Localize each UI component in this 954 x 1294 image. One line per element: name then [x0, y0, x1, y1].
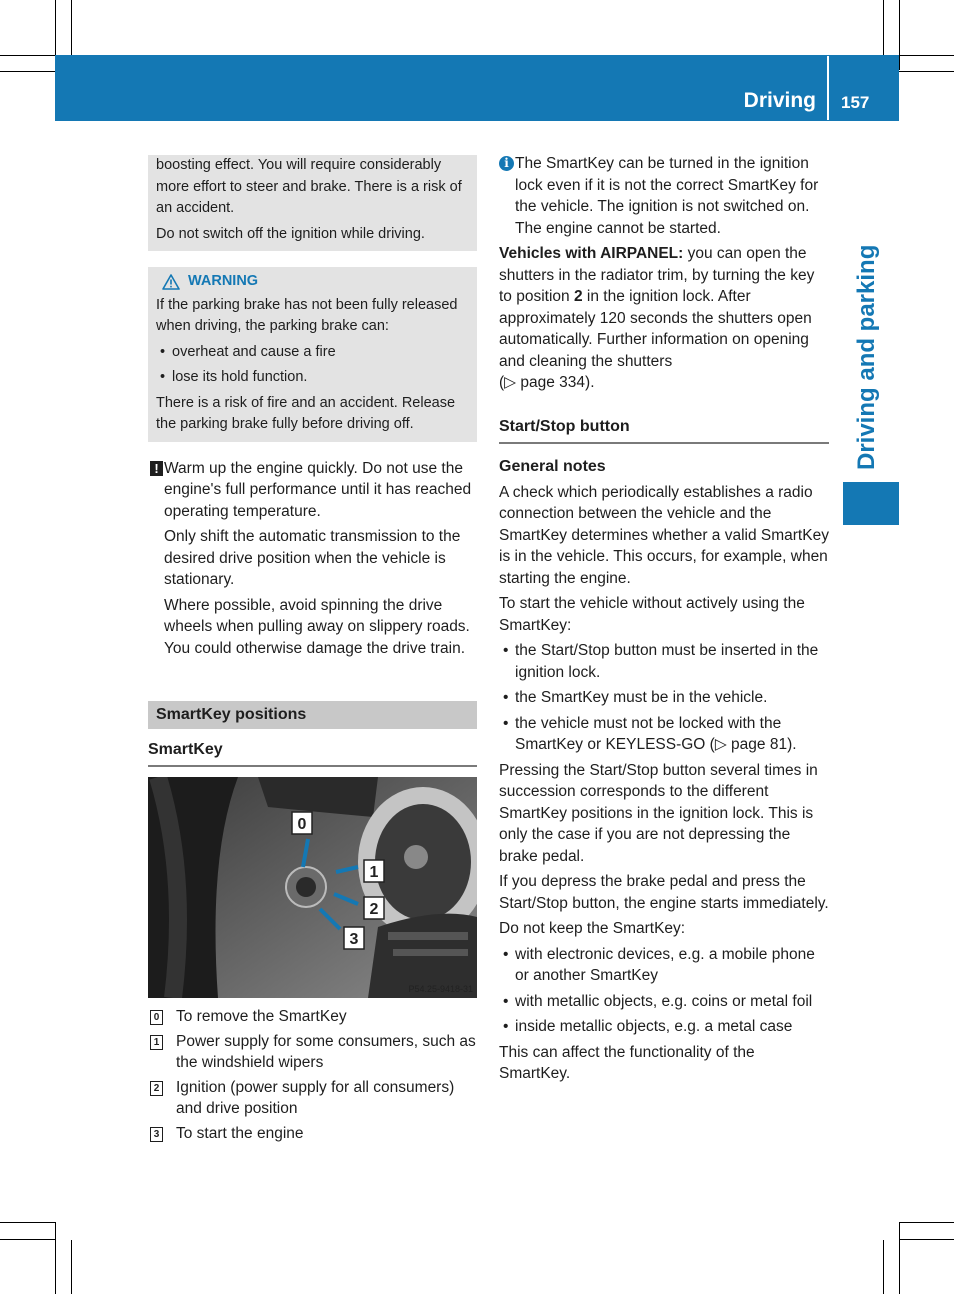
- image-code: P54.25-9418-31: [408, 984, 473, 994]
- paragraph: This can affect the functionality of the SmartKey.: [499, 1043, 755, 1082]
- paragraph: Only shift the automatic transmission to the desired drive position when the vehicle is stationary.: [164, 528, 461, 588]
- crop-mark: [899, 55, 954, 56]
- storage-warning-list: [499, 944, 829, 1038]
- list-item: • with electronic devices, e.g. a mobile phone or another SmartKey: [499, 944, 829, 987]
- paragraph: boosting effect. You will require considerably more effort to steer and brake. There is a risk of an accident.: [156, 157, 462, 216]
- left-column: [148, 155, 477, 1147]
- callout-1: 1: [369, 864, 379, 881]
- legend-text: Ignition (power supply for all consumers) and drive position: [176, 1078, 455, 1117]
- crop-mark: [0, 55, 55, 56]
- right-column: [499, 153, 829, 1089]
- requirements-list: [499, 640, 829, 756]
- legend-item: [148, 1031, 477, 1074]
- list-item: • inside metallic objects, e.g. a metal case: [499, 1016, 829, 1038]
- info-note: [499, 153, 829, 239]
- crop-mark: [899, 1222, 954, 1223]
- warning-box: [148, 267, 477, 442]
- smartkey-ignition-photo: [148, 777, 477, 998]
- paragraph: There is a risk of fire and an accident. Release the parking brake fully before driving off.: [156, 394, 456, 432]
- paragraph: To start the vehicle without actively using the SmartKey:: [499, 595, 805, 634]
- crop-mark: [899, 1222, 900, 1294]
- callout-3: 3: [349, 931, 359, 948]
- crop-mark: [55, 1222, 56, 1294]
- crop-mark: [883, 0, 884, 55]
- section-heading: SmartKey positions: [148, 701, 477, 729]
- crop-mark: [0, 71, 55, 72]
- legend-key: 3: [150, 1127, 163, 1142]
- legend-key: 2: [150, 1081, 163, 1096]
- legend-text: To remove the SmartKey: [176, 1008, 347, 1025]
- crop-mark: [899, 1239, 954, 1240]
- warning-heading: [156, 271, 469, 293]
- legend-item: [148, 1123, 477, 1145]
- warning-triangle-icon: [162, 274, 180, 290]
- photo-legend: [148, 1006, 477, 1144]
- crop-mark: [899, 0, 900, 70]
- paragraph: A check which periodically establishes a radio connection between the vehicle and the SmartKey determines whether a valid SmartKey is in the vehicle. This occurs, for example, when starting the engine.: [499, 483, 829, 587]
- page-reference-link[interactable]: (▷ page 334).: [499, 374, 595, 391]
- list-item: • the Start/Stop button must be inserted in the ignition lock.: [499, 640, 829, 683]
- header-divider: [827, 56, 829, 120]
- exclamation-icon: !: [150, 461, 163, 476]
- callout-2: 2: [369, 901, 379, 918]
- paragraph: The SmartKey can be turned in the ignition lock even if it is not the correct SmartKey for the vehicle. The ignition is not switched on. The engine cannot be started.: [515, 155, 819, 237]
- airpanel-text-b: in the ignition lock. After approximately 120 seconds the shutters open automatically. Further information on opening and cleaning the shutters: [499, 288, 812, 370]
- side-thumb-tab: [843, 482, 899, 525]
- airpanel-label: Vehicles with AIRPANEL:: [499, 245, 684, 262]
- paragraph: Warm up the engine quickly. Do not use the engine's full performance until it has reached operating temperature.: [164, 459, 472, 520]
- info-icon: i: [499, 156, 514, 171]
- list-item: • the vehicle must not be locked with the SmartKey or KEYLESS-GO (▷ page 81).: [499, 713, 829, 756]
- warning-label: WARNING: [188, 273, 259, 289]
- paragraph: Where possible, avoid spinning the drive wheels when pulling away on slippery roads. You could otherwise damage the drive train.: [164, 596, 470, 657]
- caution-note: [148, 458, 477, 660]
- crop-mark: [883, 1240, 884, 1294]
- crop-mark: [71, 1240, 72, 1294]
- crop-mark: [899, 71, 954, 72]
- list-item: • overheat and cause a fire: [156, 342, 469, 364]
- warning-bullet-list: [156, 342, 469, 389]
- paragraph: Do not switch off the ignition while driving.: [156, 225, 425, 242]
- section-heading: Start/Stop button: [499, 416, 829, 444]
- list-item: • the SmartKey must be in the vehicle.: [499, 687, 829, 709]
- page-number: 157: [841, 93, 870, 112]
- airpanel-paragraph: [499, 243, 829, 394]
- paragraph: Do not keep the SmartKey:: [499, 920, 686, 937]
- crop-mark: [0, 1239, 55, 1240]
- paragraph: If you depress the brake pedal and press the Start/Stop button, the engine starts immediately.: [499, 873, 829, 912]
- legend-text: To start the engine: [176, 1124, 304, 1142]
- chapter-title: Driving: [743, 89, 816, 112]
- legend-item: [148, 1077, 477, 1120]
- continued-warning-box: [148, 155, 477, 251]
- airpanel-text-a: you can open the shutters in the radiator trim, by turning the key to position: [499, 245, 815, 305]
- airpanel-position: 2: [573, 288, 583, 305]
- list-item: • with metallic objects, e.g. coins or metal foil: [499, 991, 829, 1013]
- paragraph: If the parking brake has not been fully released when driving, the parking brake can:: [156, 296, 458, 334]
- side-chapter-label: Driving and parking: [853, 244, 880, 470]
- paragraph: Pressing the Start/Stop button several times in succession corresponds to the different SmartKey positions in the ignition lock. This is only the case if you are not depressing the brake pedal.: [499, 761, 818, 865]
- crop-mark: [0, 1222, 55, 1223]
- legend-key: 0: [150, 1010, 163, 1025]
- callout-0: 0: [297, 816, 307, 833]
- subsection-heading: General notes: [499, 457, 606, 475]
- legend-key: 1: [150, 1035, 163, 1050]
- crop-mark: [71, 0, 72, 55]
- legend-text: Power supply for some consumers, such as the windshield wipers: [176, 1032, 476, 1071]
- legend-item: [148, 1006, 477, 1028]
- subsection-heading: SmartKey: [148, 739, 477, 767]
- list-item: • lose its hold function.: [156, 367, 469, 389]
